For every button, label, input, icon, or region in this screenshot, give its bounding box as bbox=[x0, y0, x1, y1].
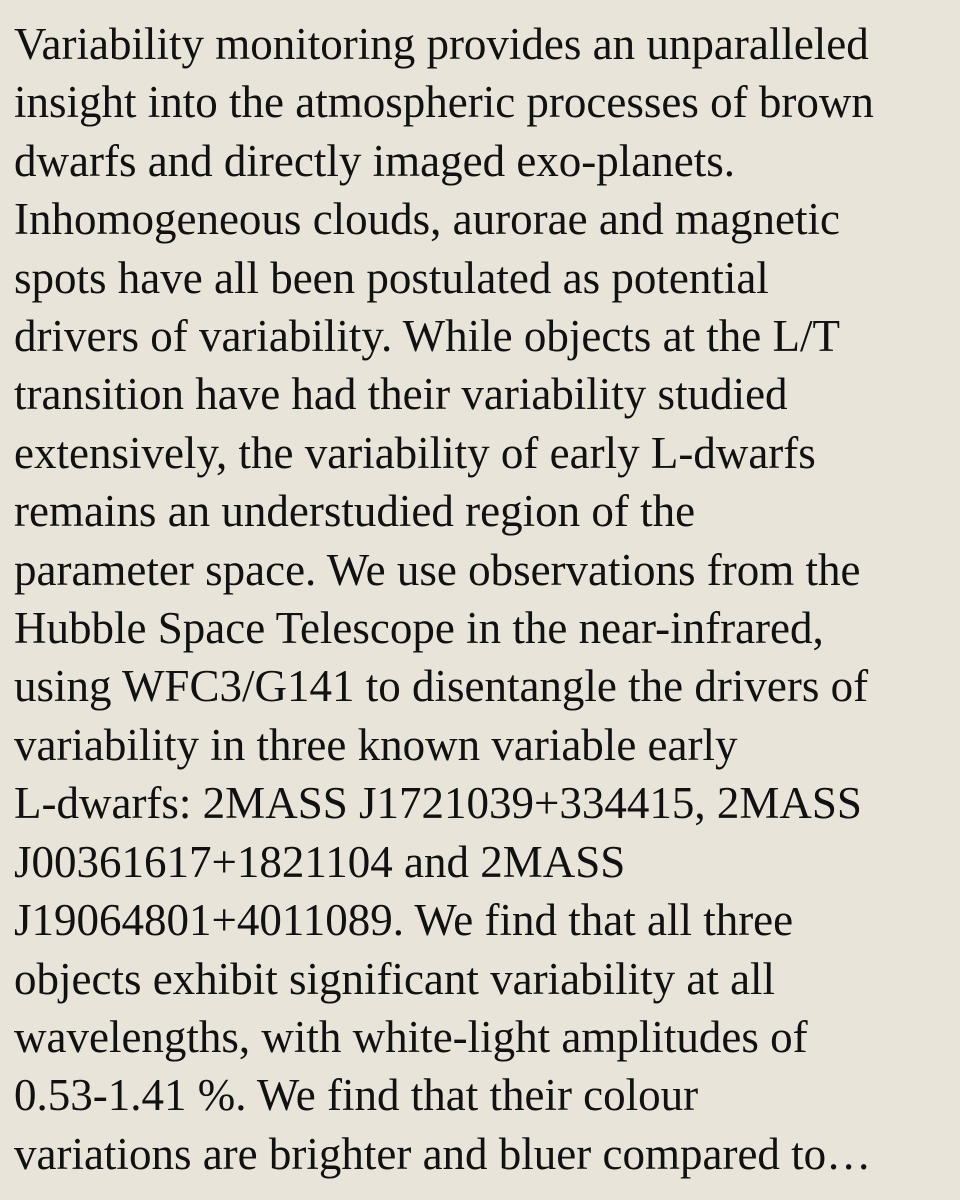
abstract-paragraph bbox=[14, 15, 946, 1183]
abstract-line: dwarfs and directly imaged exo-planets. bbox=[14, 135, 735, 186]
abstract-line: objects exhibit significant variability at all bbox=[14, 953, 776, 1004]
abstract-line: variability in three known variable early bbox=[14, 719, 738, 770]
abstract-line: using WFC3/G141 to disentangle the drivers of bbox=[14, 661, 869, 712]
abstract-line: Variability monitoring provides an unparalleled bbox=[14, 19, 869, 69]
abstract-line: J00361617+1821104 and 2MASS bbox=[14, 836, 626, 887]
abstract-line: remains an understudied region of the bbox=[14, 486, 696, 537]
abstract-line: variations are brighter and bluer compared to… bbox=[14, 1128, 872, 1179]
abstract-line: J19064801+4011089. We find that all three bbox=[14, 895, 794, 946]
abstract-line: drivers of variability. While objects at the L/T bbox=[14, 311, 840, 362]
abstract-line: spots have all been postulated as potential bbox=[14, 252, 769, 303]
abstract-line: Inhomogeneous clouds, aurorae and magnetic bbox=[14, 194, 840, 245]
abstract-line: parameter space. We use observations from the bbox=[14, 544, 861, 595]
abstract-line: Hubble Space Telescope in the near-infrared, bbox=[14, 603, 824, 654]
abstract-line: 0.53-1.41 %. We find that their colour bbox=[14, 1070, 699, 1121]
abstract-line: wavelengths, with white-light amplitudes of bbox=[14, 1011, 808, 1062]
abstract-line: extensively, the variability of early L-dwarfs bbox=[14, 427, 816, 478]
abstract-line: transition have had their variability studied bbox=[14, 369, 788, 420]
abstract-line: L-dwarfs: 2MASS J1721039+334415, 2MASS bbox=[14, 778, 862, 829]
abstract-line: insight into the atmospheric processes of brown bbox=[14, 77, 874, 128]
